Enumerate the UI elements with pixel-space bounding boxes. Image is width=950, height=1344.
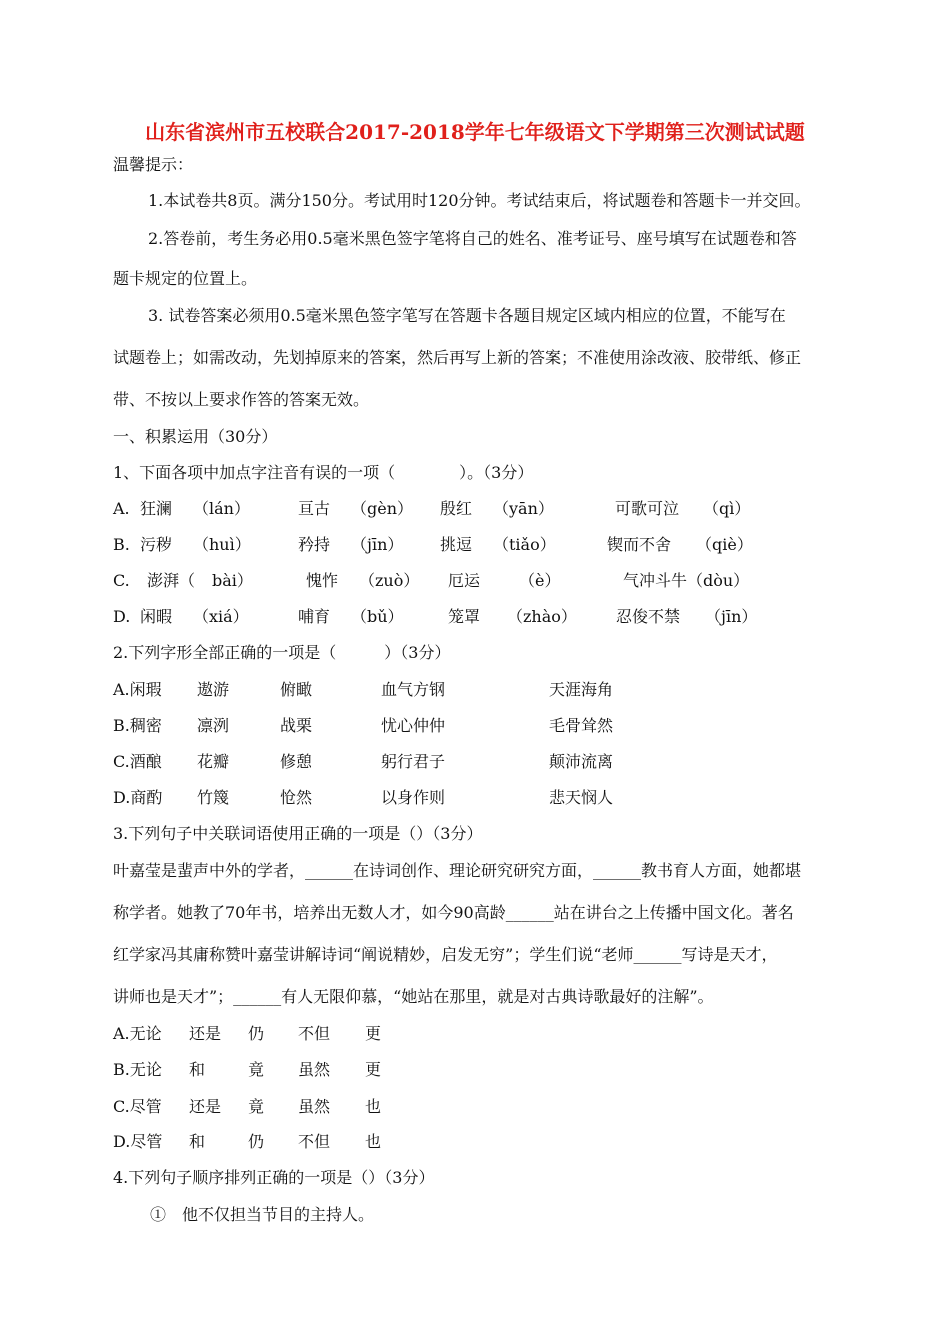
q3-passage-line-4: 讲师也是天才”；______有人无限仰慕，“她站在那里，就是对古典诗歌最好的注解”。 <box>113 987 714 1006</box>
q1-option-b <box>113 534 853 556</box>
option-word: 以身作则 <box>381 788 446 807</box>
option-pinyin: （è） <box>519 571 561 590</box>
option-letter: B. <box>113 535 130 554</box>
option-word: 花瓣 <box>197 752 230 771</box>
option-word: 矜持 <box>298 535 331 554</box>
option-word: 也 <box>365 1097 382 1116</box>
option-pinyin: （jīn） <box>705 607 758 626</box>
q2-option-d <box>113 787 853 809</box>
q1-option-c <box>113 570 853 592</box>
option-word: 怆然 <box>280 788 313 807</box>
q3-option-a <box>113 1023 853 1045</box>
tip-item-3-line-3: 带、不按以上要求作答的答案无效。 <box>113 390 370 409</box>
option-word: 还是 <box>189 1097 222 1116</box>
option-word: 澎湃（ <box>147 571 196 590</box>
option-word: 俯瞰 <box>280 680 313 699</box>
option-word: 和 <box>189 1132 206 1151</box>
option-word: 天涯海角 <box>549 680 614 699</box>
q1-option-a <box>113 498 853 520</box>
q3-option-c <box>113 1096 853 1118</box>
option-word: 污秽 <box>140 535 173 554</box>
option-pinyin: （tiǎo） <box>493 535 556 554</box>
option-word: C.尽管 <box>113 1097 162 1116</box>
option-word: 还是 <box>189 1024 222 1043</box>
q3-option-b <box>113 1059 853 1081</box>
option-letter: C. <box>113 571 130 590</box>
q2-option-b <box>113 715 853 737</box>
option-word: 气冲斗牛（dòu） <box>623 571 750 590</box>
option-word: 仍 <box>248 1132 265 1151</box>
option-word: C.酒酿 <box>113 752 162 771</box>
option-word: D.商酌 <box>113 788 163 807</box>
q2-option-a <box>113 679 853 701</box>
option-word: 不但 <box>298 1024 331 1043</box>
option-word: 也 <box>365 1132 382 1151</box>
option-word: D.尽管 <box>113 1132 163 1151</box>
option-word: 仍 <box>248 1024 265 1043</box>
option-word: 遨游 <box>197 680 230 699</box>
option-word: 锲而不舍 <box>607 535 672 554</box>
option-word: 笼罩 <box>448 607 481 626</box>
option-word: 狂澜 <box>140 499 173 518</box>
q4-stem: 4.下列句子顺序排列正确的一项是（）（3分） <box>113 1168 435 1187</box>
option-letter: A. <box>113 499 130 518</box>
q3-passage-line-2: 称学者。她教了70年书，培养出无数人才，如今90高龄______站在讲台之上传播中国文化。著名 <box>113 903 794 922</box>
q3-stem: 3.下列句子中关联词语使用正确的一项是（）（3分） <box>113 824 483 843</box>
option-word: 可歌可泣 <box>615 499 680 518</box>
option-word: 挑逗 <box>440 535 473 554</box>
option-word: 哺育 <box>298 607 331 626</box>
option-word: 凛洌 <box>197 716 230 735</box>
option-word: 躬行君子 <box>381 752 446 771</box>
q1-option-d <box>113 606 853 628</box>
option-pinyin: （qì） <box>703 499 751 518</box>
exam-title: 山东省滨州市五校联合2017-2018学年七年级语文下学期第三次测试试题 <box>145 120 805 144</box>
option-word: 竟 <box>248 1060 265 1079</box>
option-word: 竟 <box>248 1097 265 1116</box>
section-heading: 一、积累运用（30分） <box>113 427 278 446</box>
q2-stem: 2.下列字形全部正确的一项是（ ）（3分） <box>113 643 451 662</box>
option-pinyin: （gèn） <box>351 499 414 518</box>
tip-item-2-line-2: 题卡规定的位置上。 <box>113 269 258 288</box>
option-word: 更 <box>365 1024 382 1043</box>
option-word: 忍俊不禁 <box>616 607 681 626</box>
option-word: 忧心仲仲 <box>381 716 446 735</box>
q3-passage-line-1: 叶嘉莹是蜚声中外的学者，______在诗词创作、理论研究研究方面，______教书育人方面，她都堪 <box>113 861 802 880</box>
option-word: 厄运 <box>448 571 481 590</box>
option-letter: D. <box>113 607 131 626</box>
option-pinyin: bài） <box>212 571 253 590</box>
option-word: B.稠密 <box>113 716 162 735</box>
tip-item-3-line-2: 试题卷上；如需改动，先划掉原来的答案，然后再写上新的答案；不准使用涂改液、胶带纸、修正 <box>113 348 802 367</box>
option-word: 悲天悯人 <box>549 788 614 807</box>
q3-passage-line-3: 红学家冯其庸称赞叶嘉莹讲解诗词“阐说精妙，启发无穷”；学生们说“老师______写诗是天才， <box>113 945 778 964</box>
tips-heading: 温馨提示： <box>113 155 194 174</box>
option-word: 不但 <box>298 1132 331 1151</box>
option-word: 颠沛流离 <box>549 752 614 771</box>
option-word: 亘古 <box>298 499 331 518</box>
option-word: 修憩 <box>280 752 313 771</box>
option-word: A.闲瑕 <box>113 680 162 699</box>
option-pinyin: （lán） <box>193 499 250 518</box>
option-word: 虽然 <box>298 1060 331 1079</box>
tip-item-3-line-1: 3. 试卷答案必须用0.5毫米黑色签字笔写在答题卡各题目规定区域内相应的位置，不能写在 <box>148 306 786 325</box>
q3-option-d <box>113 1131 853 1153</box>
tip-item-1: 1.本试卷共8页。满分150分。考试用时120分钟。考试结束后，将试题卷和答题卡一并交回。 <box>148 191 811 210</box>
option-word: 更 <box>365 1060 382 1079</box>
option-pinyin: （zhào） <box>507 607 577 626</box>
option-pinyin: （huì） <box>193 535 251 554</box>
option-word: 闲暇 <box>140 607 173 626</box>
option-pinyin: （zuò） <box>359 571 420 590</box>
option-word: 血气方钢 <box>381 680 446 699</box>
option-pinyin: （qiè） <box>696 535 753 554</box>
q2-option-c <box>113 751 853 773</box>
option-word: 毛骨耸然 <box>549 716 614 735</box>
option-pinyin: （xiá） <box>193 607 249 626</box>
option-word: 殷红 <box>440 499 473 518</box>
option-pinyin: （bǔ） <box>351 607 404 626</box>
option-word: B.无论 <box>113 1060 162 1079</box>
q1-stem: 1、下面各项中加点字注音有误的一项（ ）。（3分） <box>113 463 534 482</box>
option-word: 和 <box>189 1060 206 1079</box>
option-word: 战栗 <box>280 716 313 735</box>
option-word: 虽然 <box>298 1097 331 1116</box>
option-pinyin: （yān） <box>493 499 554 518</box>
tip-item-2-line-1: 2.答卷前，考生务必用0.5毫米黑色签字笔将自己的姓名、准考证号、座号填写在试题卷和答 <box>148 229 797 248</box>
option-pinyin: （jīn） <box>351 535 404 554</box>
option-word: 愧怍 <box>306 571 339 590</box>
option-word: 竹篾 <box>197 788 230 807</box>
option-word: A.无论 <box>113 1024 162 1043</box>
q4-sentence-1: ① 他不仅担当节目的主持人。 <box>150 1205 375 1224</box>
